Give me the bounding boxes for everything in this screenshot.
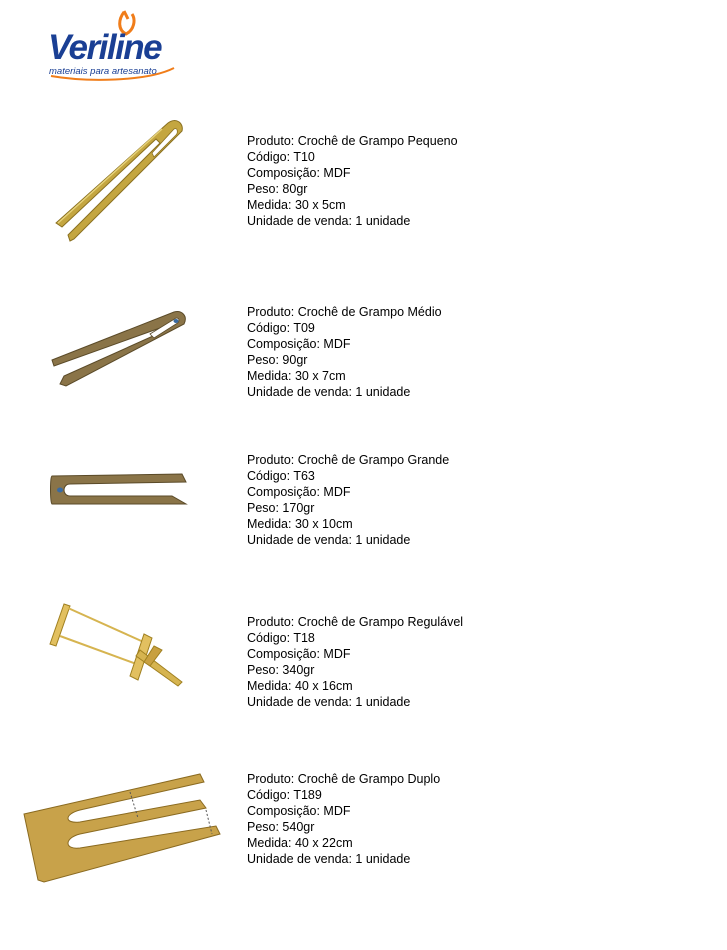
product-size: Medida: 40 x 22cm (247, 836, 353, 850)
product-size: Medida: 40 x 16cm (247, 679, 353, 693)
product-size: Medida: 30 x 10cm (247, 517, 353, 531)
product-code: Código: T189 (247, 788, 322, 802)
product-size: Medida: 30 x 5cm (247, 198, 346, 212)
product-unit: Unidade de venda: 1 unidade (247, 852, 411, 866)
brand-logo (46, 10, 186, 82)
product-unit: Unidade de venda: 1 unidade (247, 214, 411, 228)
double-hairpin-loom-icon (20, 770, 224, 891)
product-composition: Composição: MDF (247, 337, 351, 351)
product-composition: Composição: MDF (247, 485, 351, 499)
product-info-1 (247, 133, 458, 229)
product-composition: Composição: MDF (247, 804, 351, 818)
product-info-5 (247, 771, 440, 867)
product-code: Código: T18 (247, 631, 315, 645)
brand-name: Veriline (48, 28, 162, 67)
large-hairpin-loom-icon (48, 470, 190, 515)
product-unit: Unidade de venda: 1 unidade (247, 533, 411, 547)
product-name: Produto: Crochê de Grampo Médio (247, 305, 442, 319)
product-name: Produto: Crochê de Grampo Grande (247, 453, 450, 467)
product-name: Produto: Crochê de Grampo Regulável (247, 615, 464, 629)
product-weight: Peso: 340gr (247, 663, 315, 677)
product-unit: Unidade de venda: 1 unidade (247, 385, 411, 399)
product-name: Produto: Crochê de Grampo Pequeno (247, 134, 458, 148)
product-unit: Unidade de venda: 1 unidade (247, 695, 411, 709)
product-code: Código: T63 (247, 469, 315, 483)
product-info-3 (247, 452, 449, 548)
product-code: Código: T09 (247, 321, 315, 335)
product-weight: Peso: 80gr (247, 182, 308, 196)
product-size: Medida: 30 x 7cm (247, 369, 346, 383)
product-weight: Peso: 540gr (247, 820, 315, 834)
product-composition: Composição: MDF (247, 166, 351, 180)
adjustable-hairpin-loom-icon (48, 600, 188, 695)
product-weight: Peso: 170gr (247, 501, 315, 515)
product-info-4 (247, 614, 463, 710)
small-hairpin-loom-icon (50, 115, 190, 252)
product-info-2 (247, 304, 442, 400)
medium-hairpin-loom-icon (50, 306, 192, 395)
product-code: Código: T10 (247, 150, 315, 164)
product-name: Produto: Crochê de Grampo Duplo (247, 772, 441, 786)
product-weight: Peso: 90gr (247, 353, 308, 367)
product-composition: Composição: MDF (247, 647, 351, 661)
brand-tagline: materiais para artesanato (49, 66, 157, 77)
